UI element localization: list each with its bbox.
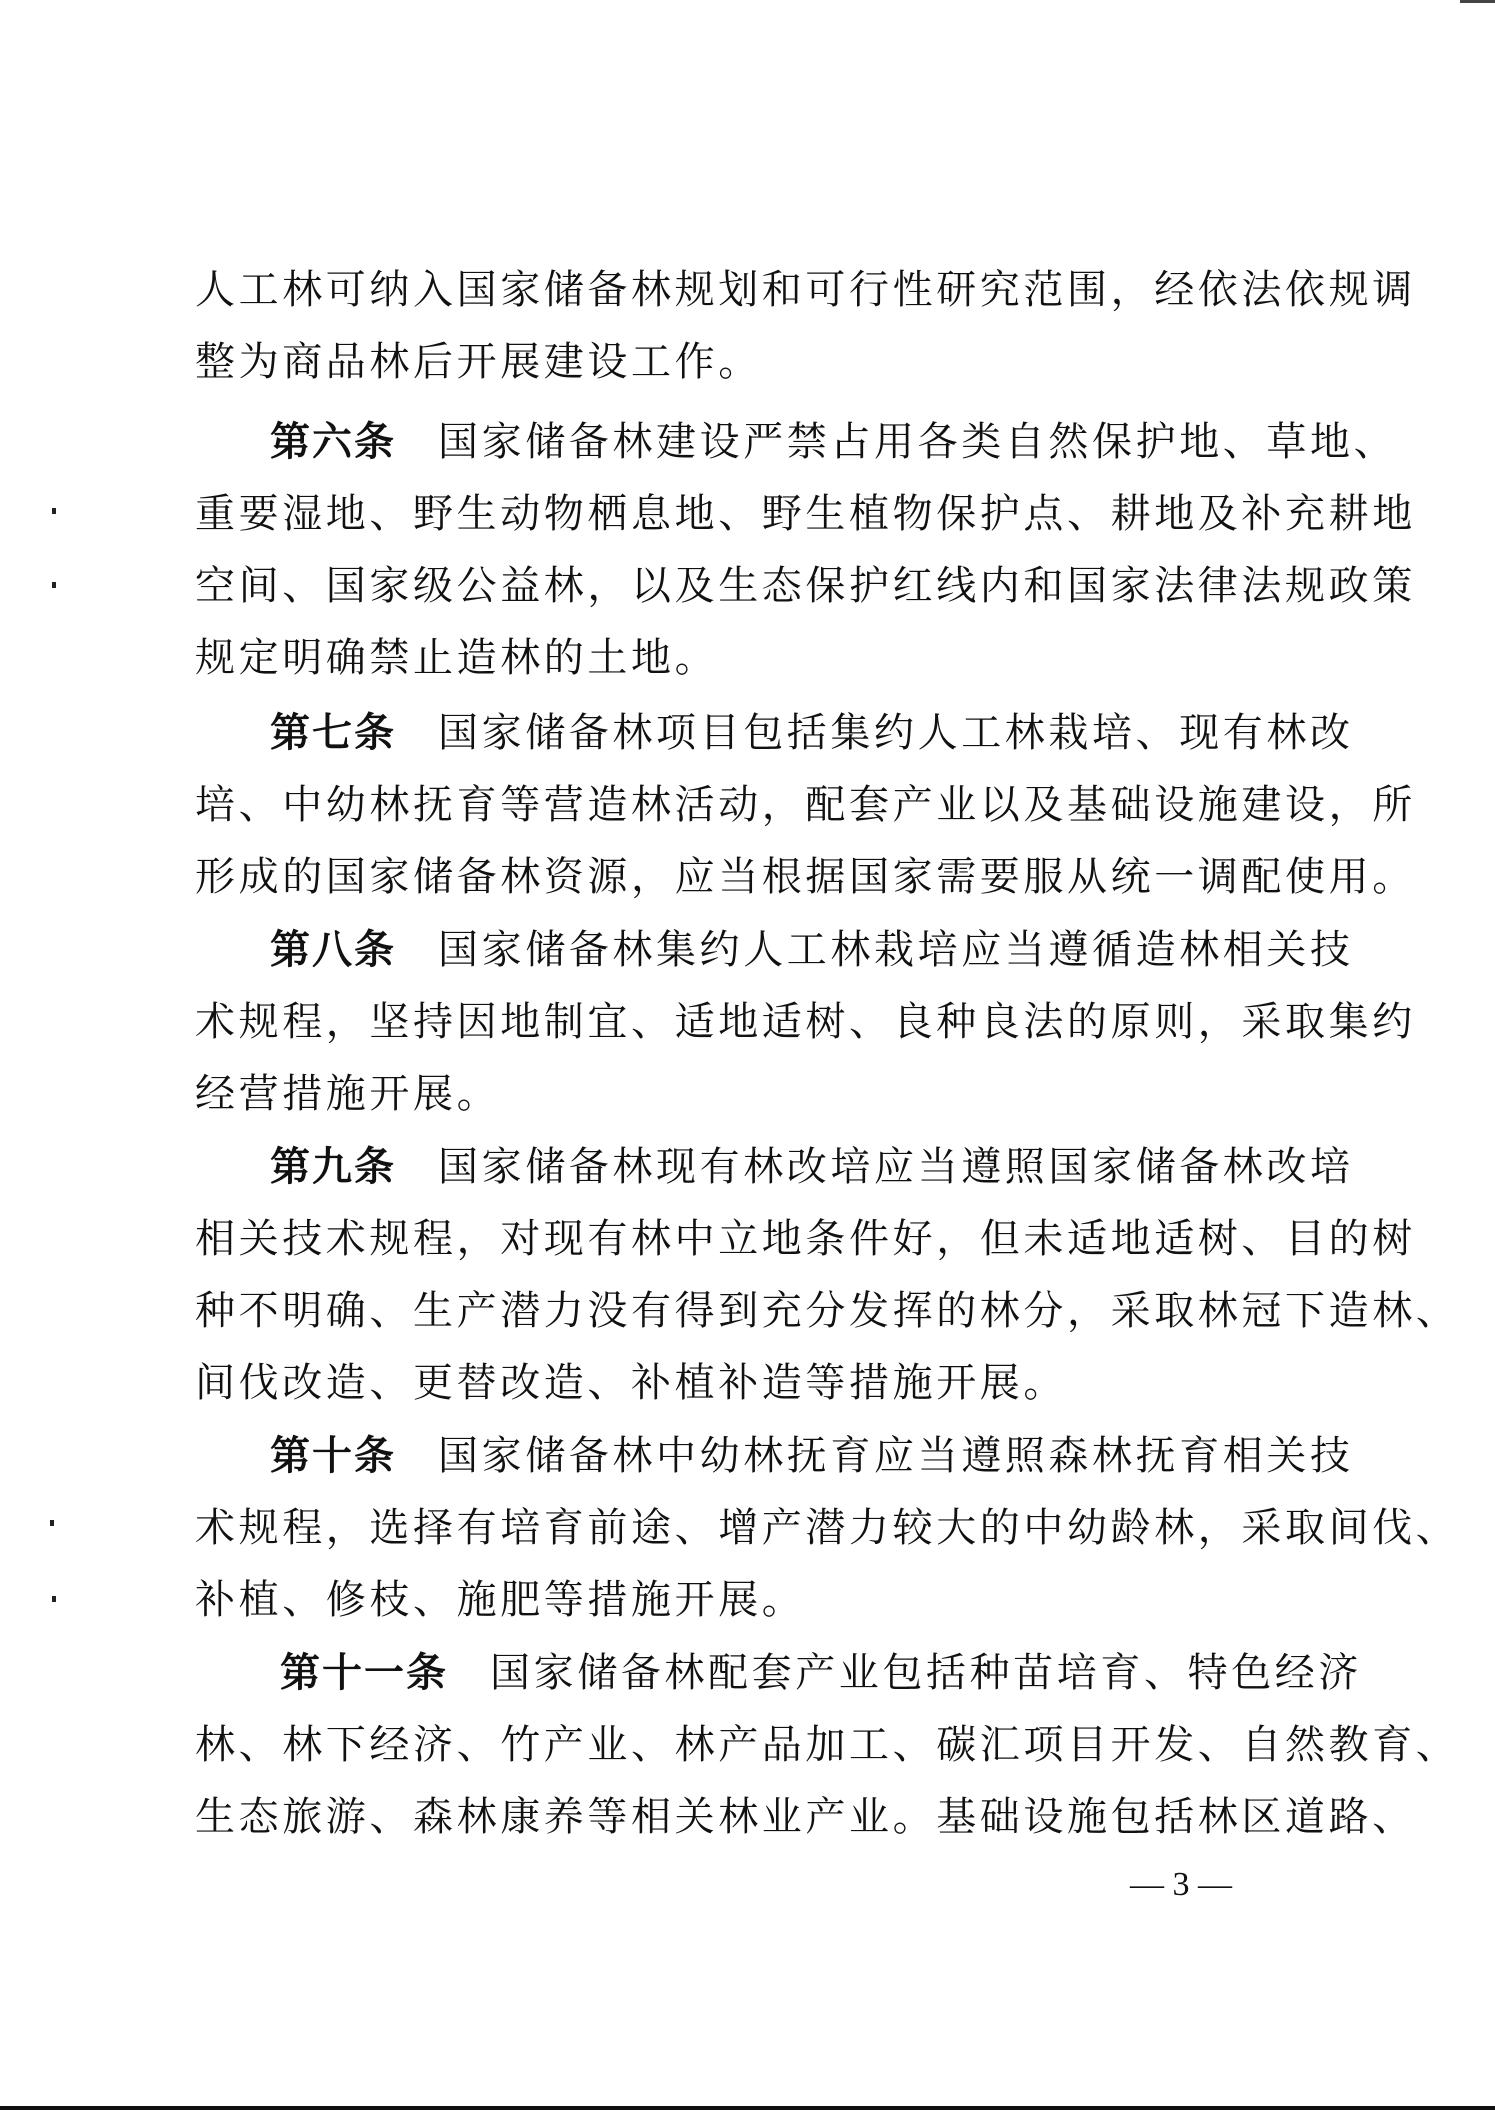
article-9-first-line [270, 1139, 1354, 1195]
article-label: 第六条 [270, 419, 396, 465]
line-text: 整为商品林后开展建设工作。 [195, 339, 762, 385]
line-text: 形成的国家储备林资源，应当根据国家需要服从统一调配使用。 [195, 854, 1416, 900]
line-text: 规定明确禁止造林的土地。 [195, 635, 719, 681]
text-line [195, 1066, 500, 1122]
scan-edge-mark [1460, 0, 1495, 3]
article-label: 第七条 [270, 710, 396, 756]
scan-dot [52, 508, 56, 514]
text-line [195, 334, 762, 390]
text-line [195, 262, 1416, 318]
article-label: 第八条 [270, 927, 396, 973]
article-11-first-line [280, 1645, 1362, 1701]
article-7-first-line [270, 705, 1354, 761]
line-text: 空间、国家级公益林，以及生态保护红线内和国家法律法规政策 [195, 563, 1416, 609]
text-line [195, 777, 1416, 833]
scan-bottom-edge [0, 2106, 1495, 2110]
text-line [195, 486, 1416, 542]
line-text: 相关技术规程，对现有林中立地条件好，但未适地适树、目的树 [195, 1216, 1416, 1262]
line-text: 人工林可纳入国家储备林规划和可行性研究范围，经依法依规调 [195, 267, 1416, 313]
text-line [195, 849, 1416, 905]
line-text: 间伐改造、更替改造、补植补造等措施开展。 [195, 1360, 1067, 1406]
line-text: 国家储备林集约人工林栽培应当遵循造林相关技 [438, 927, 1354, 973]
scan-dot [50, 1520, 54, 1526]
text-line [195, 1789, 1416, 1845]
page-number: — 3 — [1130, 1866, 1232, 1903]
article-10-first-line [270, 1428, 1354, 1484]
line-text: 补植、修枝、施肥等措施开展。 [195, 1577, 806, 1623]
text-line [195, 1717, 1459, 1773]
line-text: 林、林下经济、竹产业、林产品加工、碳汇项目开发、自然教育、 [195, 1722, 1460, 1768]
text-line [195, 630, 718, 686]
article-8-first-line [270, 922, 1354, 978]
line-text: 国家储备林中幼林抚育应当遵照森林抚育相关技 [438, 1433, 1354, 1479]
line-text: 培、中幼林抚育等营造林活动，配套产业以及基础设施建设，所 [195, 782, 1416, 828]
line-text: 种不明确、生产潜力没有得到充分发挥的林分，采取林冠下造林、 [195, 1288, 1460, 1334]
article-label: 第十一条 [280, 1650, 448, 1696]
line-text: 生态旅游、森林康养等相关林业产业。基础设施包括林区道路、 [195, 1794, 1416, 1840]
line-text: 重要湿地、野生动物栖息地、野生植物保护点、耕地及补充耕地 [195, 491, 1416, 537]
article-label: 第九条 [270, 1144, 396, 1190]
text-line [195, 1283, 1459, 1339]
article-label: 第十条 [270, 1433, 396, 1479]
text-line [195, 1572, 805, 1628]
line-text: 国家储备林建设严禁占用各类自然保护地、草地、 [438, 419, 1398, 465]
line-text: 术规程，坚持因地制宜、适地适树、良种良法的原则，采取集约 [195, 999, 1416, 1045]
scan-dot [52, 1596, 56, 1602]
line-text: 经营措施开展。 [195, 1071, 501, 1117]
line-text: 国家储备林现有林改培应当遵照国家储备林改培 [438, 1144, 1354, 1190]
text-line [195, 1211, 1416, 1267]
article-6-first-line [270, 414, 1397, 470]
scan-dot [52, 582, 56, 588]
line-text: 国家储备林配套产业包括种苗培育、特色经济 [490, 1650, 1362, 1696]
text-line [195, 1500, 1459, 1556]
line-text: 术规程，选择有培育前途、增产潜力较大的中幼龄林，采取间伐、 [195, 1505, 1460, 1551]
line-text: 国家储备林项目包括集约人工林栽培、现有林改 [438, 710, 1354, 756]
text-line [195, 558, 1416, 614]
text-line [195, 1355, 1067, 1411]
text-line [195, 994, 1416, 1050]
